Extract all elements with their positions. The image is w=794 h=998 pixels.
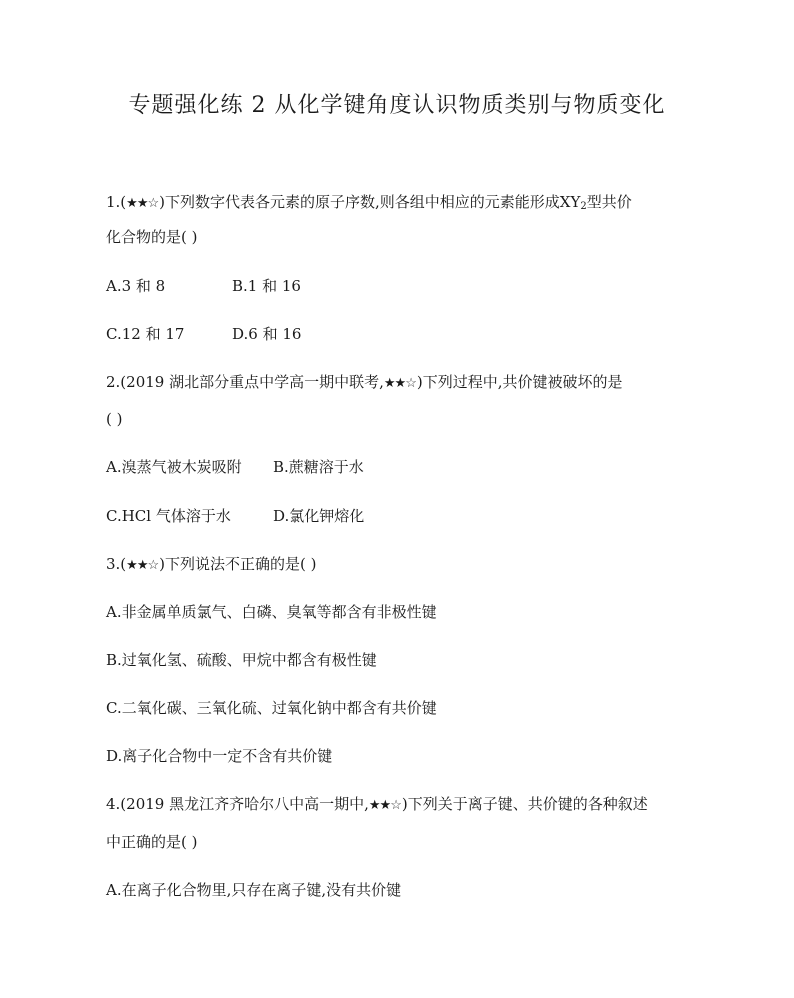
question-3-option-a: A.非金属单质氯气、白磷、臭氧等都含有非极性键 [106,603,437,621]
question-1-option-c: C.12 和 17 [106,325,185,343]
difficulty-star-empty-icon: ☆ [390,798,402,813]
question-1-text: )下列数字代表各元素的原子序数,则各组中相应的元素能形成XY [159,193,581,211]
question-3-option-d: D.离子化合物中一定不含有共价键 [106,747,333,765]
question-2-option-c: C.HCl 气体溶于水 [106,507,231,525]
difficulty-star-icon: ★★ [383,376,406,391]
question-4-prefix: 4.(2019 黑龙江齐齐哈尔八中高一期中, [106,795,369,813]
question-4-option-a: A.在离子化合物里,只存在离子键,没有共价键 [106,881,402,899]
question-2-prefix: 2.(2019 湖北部分重点中学高一期中联考, [106,373,384,391]
difficulty-star-empty-icon: ☆ [147,558,160,573]
difficulty-star-empty-icon: ☆ [405,376,417,391]
question-1-option-b: B.1 和 16 [232,277,301,295]
question-1-stem [106,192,632,214]
difficulty-star-empty-icon: ☆ [147,196,160,211]
question-2-option-d: D.氯化钾熔化 [273,507,365,525]
question-4-text: )下列关于离子键、共价键的各种叙述 [401,795,648,813]
question-3-text: )下列说法不正确的是( ) [159,555,317,573]
question-4-stem-line2: 中正确的是( ) [106,833,198,851]
question-2-option-a: A.溴蒸气被木炭吸附 [106,458,242,476]
difficulty-star-icon: ★★ [126,558,148,573]
question-2-stem [106,372,622,394]
question-1-option-a: A.3 和 8 [106,277,166,295]
question-3-stem [106,554,316,576]
question-1-text-end: 型共价 [586,193,632,211]
question-3-option-c: C.二氧化碳、三氧化硫、过氧化钠中都含有共价键 [106,699,437,717]
page-title: 专题强化练 2 从化学键角度认识物质类别与物质变化 [128,93,666,118]
difficulty-star-icon: ★★ [126,196,148,211]
question-1-option-d: D.6 和 16 [232,325,302,343]
question-2-text: )下列过程中,共价键被破坏的是 [416,373,623,391]
question-3-option-b: B.过氧化氢、硫酸、甲烷中都含有极性键 [106,651,377,669]
question-1-stem-line2: 化合物的是( ) [106,228,198,246]
question-3-prefix: 3.( [106,555,127,573]
question-2-option-b: B.蔗糖溶于水 [273,458,364,476]
question-2-stem-line2: ( ) [106,410,123,428]
question-1-subscript: 2 [580,201,587,212]
difficulty-star-icon: ★★ [368,798,391,813]
question-1-prefix: 1.( [106,193,127,211]
question-4-stem [106,794,648,816]
